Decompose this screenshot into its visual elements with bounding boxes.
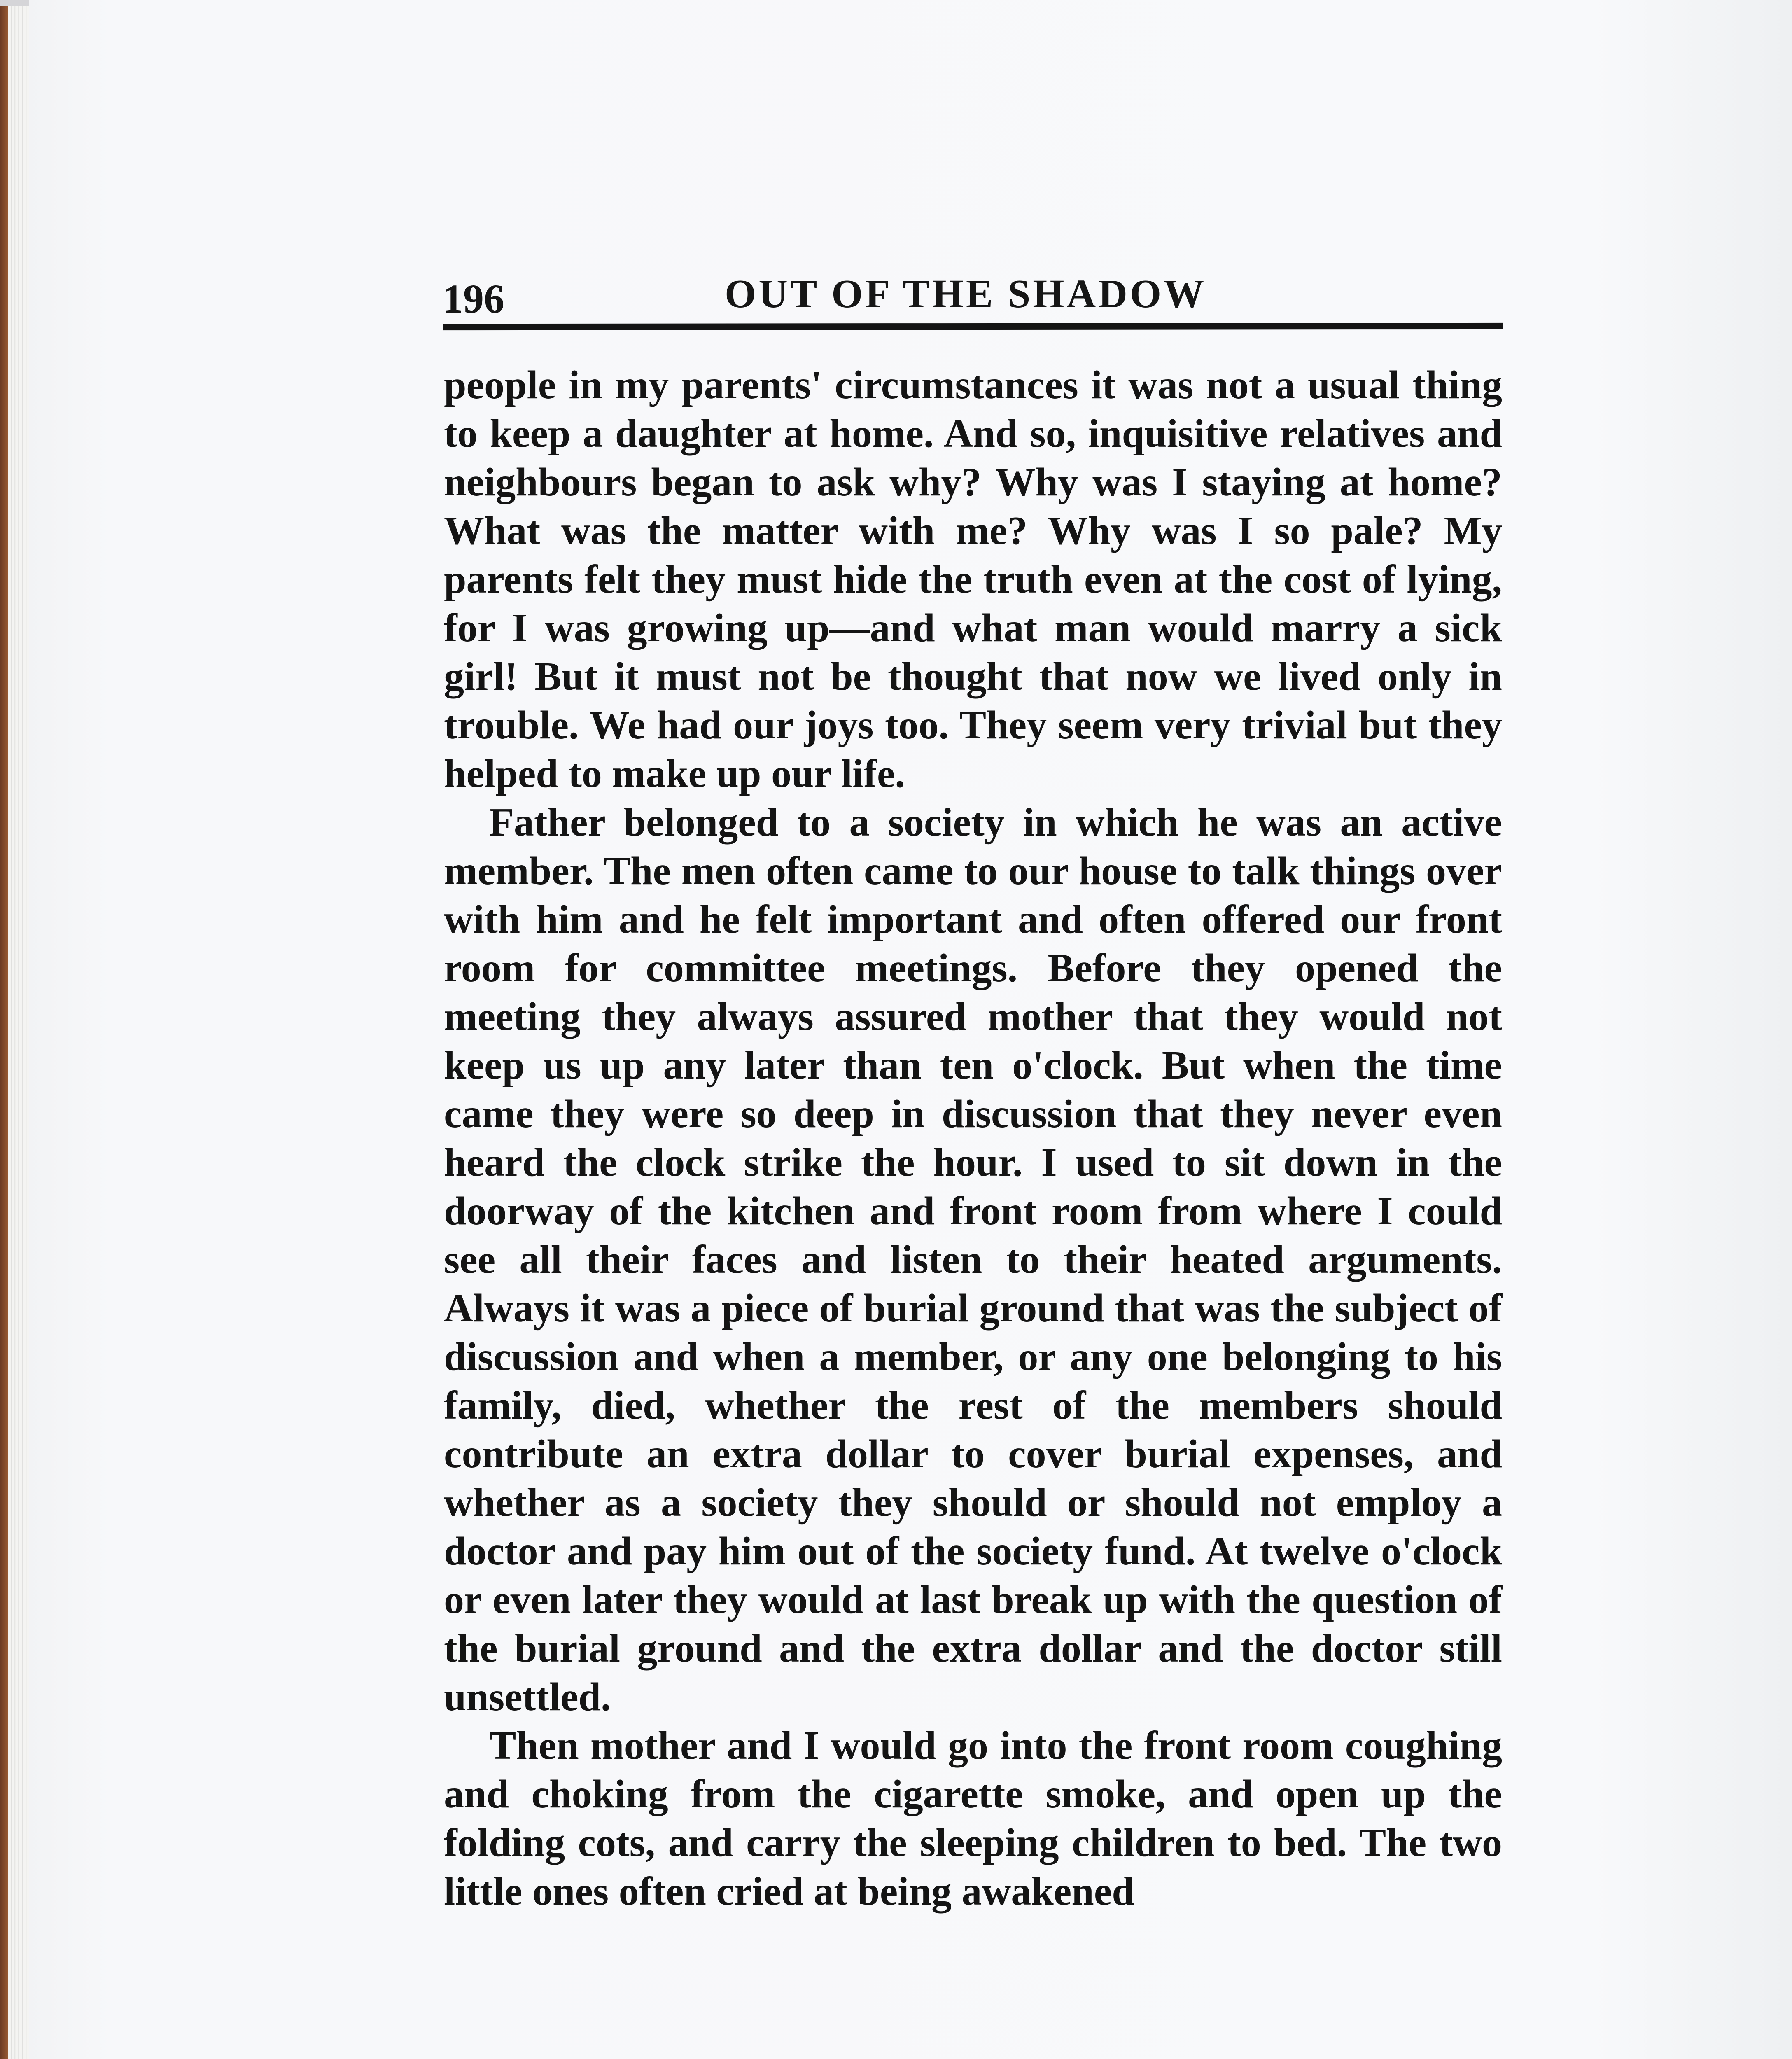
page-number: 196 — [443, 276, 504, 322]
paragraph-front-room: Then mother and I would go into the front room coughing and choking from the cigarette smoke, and open up the folding cots, and carry the sleeping children to bed. The two little ones often cried at being awakened — [444, 1723, 1502, 1914]
paragraph-society: Father belonged to a society in which he was an active member. The men often came to our house to talk things over with him and he felt important and often offered our front room for committee meetings. Before they opened the meeting they always assured mother that they would not keep us up any later than ten o'clock. But when the time came they were so deep in discussion that they never even heard the clock strike the hour. I used to sit down in the doorway of the kitchen and front room from where I could see all their faces and listen to their heated arguments. Always it was a piece of burial ground that was the subject of discussion and when a member, or any one belonging to his family, died, whether the rest of the members should contribute an extra dollar to cover burial expenses, and whether as a society they should or should not employ a doctor and pay him out of the society fund. At twelve o'clock or even later they would at last break up with the question of the burial ground and the extra dollar and the doctor still unsettled. — [444, 800, 1502, 1719]
running-title: OUT OF THE SHADOW — [725, 272, 1207, 316]
paragraph-continued: people in my parents' circumstances it was not a usual thing to keep a daughter at home. And so, inquisitive relatives and neighbours began to ask why? Why was I staying at home? What was the matter with me? Why was I so pale? My parents felt they must hide the truth even at the cost of lying, for I was growing up—and what man would marry a sick girl! But it must not be thought that now we lived only in trouble. We had our joys too. They seem very trivial but they helped to make up our life. — [444, 363, 1502, 796]
header-rule — [443, 323, 1503, 330]
running-head — [443, 264, 1503, 325]
body-text — [444, 361, 1502, 1916]
